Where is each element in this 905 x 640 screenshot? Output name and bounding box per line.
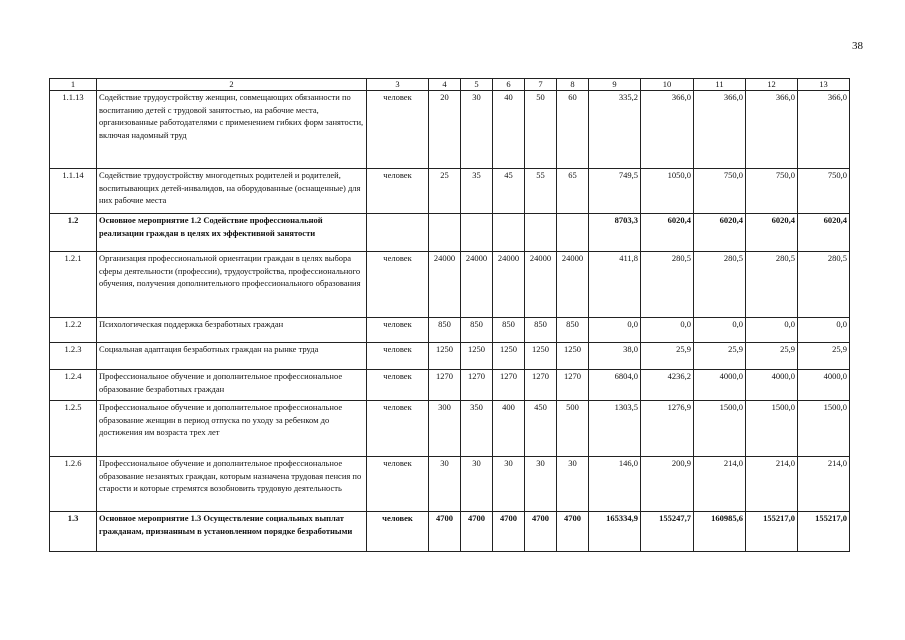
row-value: 214,0 <box>798 457 850 512</box>
row-value: 20 <box>429 91 461 169</box>
row-value: 1270 <box>461 370 493 401</box>
row-value: 1276,9 <box>641 401 694 457</box>
row-unit: человек <box>367 343 429 370</box>
row-value <box>557 214 589 252</box>
row-value: 750,0 <box>694 169 746 214</box>
row-value: 850 <box>557 318 589 343</box>
row-value: 280,5 <box>798 252 850 318</box>
column-header: 10 <box>641 79 694 91</box>
row-value: 1250 <box>525 343 557 370</box>
column-header: 4 <box>429 79 461 91</box>
row-value <box>461 214 493 252</box>
row-name: Основное мероприятие 1.2 Содействие профессиональной реализации граждан в целях их эффективной занятости <box>97 214 367 252</box>
program-activities-table <box>49 78 850 552</box>
row-value: 155217,0 <box>798 512 850 552</box>
row-value: 400 <box>493 401 525 457</box>
row-unit: человек <box>367 401 429 457</box>
row-name: Профессиональное обучение и дополнительное профессиональное образование безработных граждан <box>97 370 367 401</box>
row-value: 6020,4 <box>694 214 746 252</box>
row-value: 750,0 <box>798 169 850 214</box>
row-value: 1270 <box>525 370 557 401</box>
column-header: 9 <box>589 79 641 91</box>
row-value: 500 <box>557 401 589 457</box>
row-unit <box>367 214 429 252</box>
row-value: 1050,0 <box>641 169 694 214</box>
table-row <box>50 370 850 401</box>
row-value: 30 <box>493 457 525 512</box>
row-value: 366,0 <box>746 91 798 169</box>
table-row-section <box>50 214 850 252</box>
row-value: 40 <box>493 91 525 169</box>
row-value: 366,0 <box>798 91 850 169</box>
row-value: 30 <box>557 457 589 512</box>
row-value: 1250 <box>461 343 493 370</box>
row-value: 0,0 <box>798 318 850 343</box>
row-value: 65 <box>557 169 589 214</box>
row-value: 450 <box>525 401 557 457</box>
row-value: 30 <box>525 457 557 512</box>
row-value: 214,0 <box>694 457 746 512</box>
row-value: 4000,0 <box>694 370 746 401</box>
row-code: 1.1.13 <box>50 91 97 169</box>
row-value: 366,0 <box>641 91 694 169</box>
row-value: 850 <box>493 318 525 343</box>
row-unit: человек <box>367 91 429 169</box>
row-value: 1250 <box>557 343 589 370</box>
row-value: 4700 <box>461 512 493 552</box>
row-value: 50 <box>525 91 557 169</box>
row-code: 1.1.14 <box>50 169 97 214</box>
row-name: Профессиональное обучение и дополнительное профессиональное образование незанятых граждан, которым назначена трудовая пенсия по старости и которые стремятся возобновить трудовую деятельность <box>97 457 367 512</box>
row-value: 1270 <box>429 370 461 401</box>
row-value: 55 <box>525 169 557 214</box>
column-header: 13 <box>798 79 850 91</box>
page-number: 38 <box>852 40 863 52</box>
column-header: 11 <box>694 79 746 91</box>
row-code: 1.2.3 <box>50 343 97 370</box>
row-unit: человек <box>367 457 429 512</box>
row-value: 0,0 <box>641 318 694 343</box>
row-name: Содействие трудоустройству многодетных родителей и родителей, воспитывающих детей-инвалидов, на оборудованные (оснащенные) для них рабочие места <box>97 169 367 214</box>
row-value: 25,9 <box>694 343 746 370</box>
row-value: 280,5 <box>746 252 798 318</box>
row-name: Основное мероприятие 1.3 Осуществление социальных выплат гражданам, признанным в установленном порядке безработными <box>97 512 367 552</box>
row-value: 24000 <box>557 252 589 318</box>
row-value: 6804,0 <box>589 370 641 401</box>
row-value: 4236,2 <box>641 370 694 401</box>
table-row <box>50 252 850 318</box>
row-unit: человек <box>367 252 429 318</box>
row-value: 850 <box>429 318 461 343</box>
row-value: 0,0 <box>694 318 746 343</box>
row-value: 60 <box>557 91 589 169</box>
row-value: 30 <box>429 457 461 512</box>
row-value: 24000 <box>461 252 493 318</box>
row-unit: человек <box>367 370 429 401</box>
table-row-section <box>50 512 850 552</box>
column-header: 12 <box>746 79 798 91</box>
row-code: 1.2.1 <box>50 252 97 318</box>
row-value: 25,9 <box>641 343 694 370</box>
row-value: 1303,5 <box>589 401 641 457</box>
row-value: 200,9 <box>641 457 694 512</box>
row-value: 155217,0 <box>746 512 798 552</box>
row-value: 1270 <box>493 370 525 401</box>
row-value: 6020,4 <box>746 214 798 252</box>
row-value: 4700 <box>557 512 589 552</box>
row-value: 366,0 <box>694 91 746 169</box>
row-value: 0,0 <box>746 318 798 343</box>
row-value: 165334,9 <box>589 512 641 552</box>
row-value: 300 <box>429 401 461 457</box>
row-value: 749,5 <box>589 169 641 214</box>
row-value: 38,0 <box>589 343 641 370</box>
row-value: 155247,7 <box>641 512 694 552</box>
row-value: 4000,0 <box>798 370 850 401</box>
row-name: Профессиональное обучение и дополнительное профессиональное образование женщин в период отпуска по уходу за ребенком до достижения им возраста трех лет <box>97 401 367 457</box>
row-value: 4000,0 <box>746 370 798 401</box>
row-value: 850 <box>461 318 493 343</box>
row-value: 6020,4 <box>798 214 850 252</box>
table-row <box>50 457 850 512</box>
row-value: 411,8 <box>589 252 641 318</box>
row-value: 750,0 <box>746 169 798 214</box>
row-value <box>493 214 525 252</box>
column-header: 2 <box>97 79 367 91</box>
column-header: 8 <box>557 79 589 91</box>
row-value: 1270 <box>557 370 589 401</box>
row-value: 1250 <box>493 343 525 370</box>
row-value: 4700 <box>493 512 525 552</box>
row-value <box>429 214 461 252</box>
table-row <box>50 401 850 457</box>
column-header: 7 <box>525 79 557 91</box>
row-value: 45 <box>493 169 525 214</box>
table-row <box>50 318 850 343</box>
row-code: 1.2.4 <box>50 370 97 401</box>
column-header: 5 <box>461 79 493 91</box>
row-value: 25 <box>429 169 461 214</box>
row-value: 4700 <box>429 512 461 552</box>
row-value: 1500,0 <box>798 401 850 457</box>
row-value: 214,0 <box>746 457 798 512</box>
row-value: 6020,4 <box>641 214 694 252</box>
row-value: 24000 <box>429 252 461 318</box>
row-value: 850 <box>525 318 557 343</box>
row-value: 335,2 <box>589 91 641 169</box>
row-value: 0,0 <box>589 318 641 343</box>
row-value: 25,9 <box>746 343 798 370</box>
row-value: 1500,0 <box>694 401 746 457</box>
row-name: Социальная адаптация безработных граждан на рынке труда <box>97 343 367 370</box>
row-code: 1.2.6 <box>50 457 97 512</box>
row-value: 24000 <box>525 252 557 318</box>
row-value: 160985,6 <box>694 512 746 552</box>
row-unit: человек <box>367 318 429 343</box>
table-row <box>50 169 850 214</box>
row-code: 1.2 <box>50 214 97 252</box>
column-header: 6 <box>493 79 525 91</box>
row-value <box>525 214 557 252</box>
row-value: 4700 <box>525 512 557 552</box>
row-value: 35 <box>461 169 493 214</box>
table-row <box>50 91 850 169</box>
row-name: Организация профессиональной ориентации граждан в целях выбора сферы деятельности (профессии), трудоустройства, профессионального обучения, получения дополнительного профессионального образования <box>97 252 367 318</box>
row-value: 146,0 <box>589 457 641 512</box>
row-value: 25,9 <box>798 343 850 370</box>
row-value: 30 <box>461 457 493 512</box>
row-value: 24000 <box>493 252 525 318</box>
row-name: Психологическая поддержка безработных граждан <box>97 318 367 343</box>
column-header: 1 <box>50 79 97 91</box>
column-header: 3 <box>367 79 429 91</box>
row-value: 8703,3 <box>589 214 641 252</box>
row-value: 1500,0 <box>746 401 798 457</box>
row-unit: человек <box>367 169 429 214</box>
row-code: 1.2.5 <box>50 401 97 457</box>
header-row <box>50 79 850 91</box>
table-row <box>50 343 850 370</box>
row-value: 280,5 <box>641 252 694 318</box>
row-unit: человек <box>367 512 429 552</box>
row-code: 1.3 <box>50 512 97 552</box>
row-value: 350 <box>461 401 493 457</box>
row-value: 1250 <box>429 343 461 370</box>
row-name: Содействие трудоустройству женщин, совмещающих обязанности по воспитанию детей с трудовой занятостью, на рабочие места, организованные работодателями с применением гибких форм занятости, включая надомный труд <box>97 91 367 169</box>
row-value: 30 <box>461 91 493 169</box>
row-code: 1.2.2 <box>50 318 97 343</box>
row-value: 280,5 <box>694 252 746 318</box>
